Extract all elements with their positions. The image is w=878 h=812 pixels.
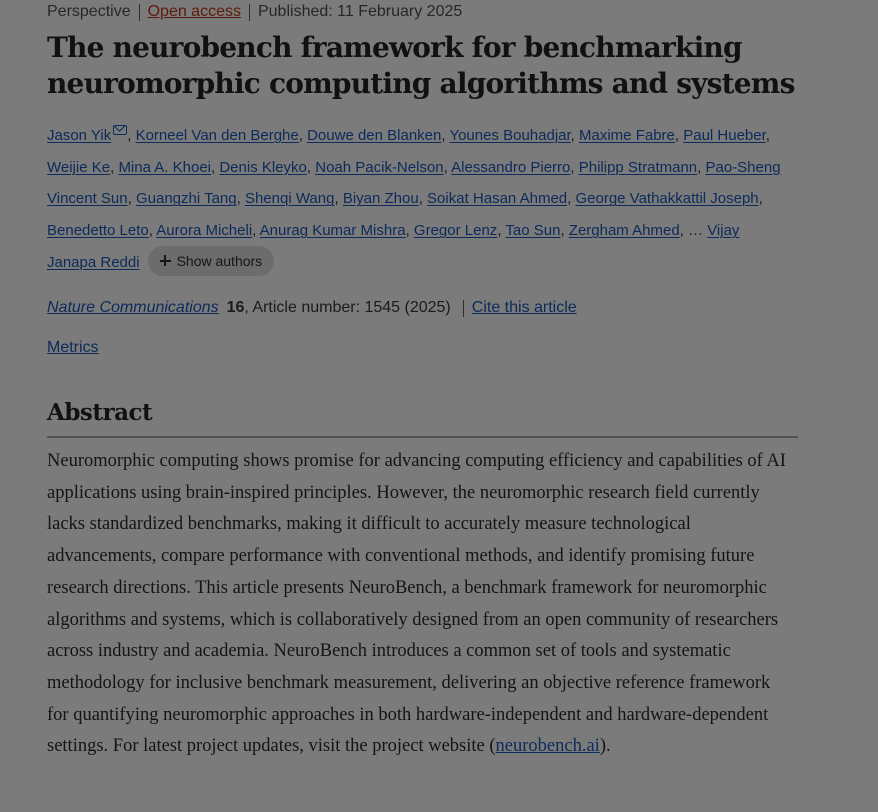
abstract-heading: Abstract (47, 399, 153, 426)
author-separator: , (679, 222, 689, 240)
author-separator: , (127, 190, 136, 208)
author-link[interactable]: Pao-Sheng Vincent Sun (47, 158, 781, 208)
author-separator: , (570, 127, 580, 144)
author-separator: , (570, 158, 579, 176)
author-separator: , (697, 158, 706, 176)
open-access-link[interactable]: Open access (147, 3, 241, 20)
author-link[interactable]: Shenqi Wang (244, 190, 335, 208)
author-separator: , (418, 190, 428, 208)
author-link[interactable]: Tao Sun (505, 222, 561, 240)
author-link[interactable]: Mina A. Khoei (118, 158, 211, 176)
author-link[interactable]: Benedetto Leto (47, 222, 149, 240)
author-separator: , (148, 222, 157, 240)
author-separator: , (441, 127, 450, 144)
author-link[interactable]: Guangzhi Tang (135, 190, 237, 208)
author-separator: , (674, 127, 684, 144)
author-link[interactable]: Weijie Ke (47, 158, 111, 176)
citation-separator (463, 300, 464, 317)
author-separator: , (306, 158, 316, 176)
show-authors-label: Show authors (176, 252, 263, 269)
author-separator: , (758, 190, 763, 208)
author-separator: , (211, 158, 220, 176)
author-link[interactable]: Noah Pacik-Nelson (315, 158, 444, 176)
author-separator: , (110, 158, 119, 176)
author-link[interactable]: Zergham Ahmed (568, 222, 680, 240)
author-link[interactable]: Gregor Lenz (413, 222, 498, 240)
author-link[interactable]: Philipp Stratmann (578, 158, 698, 176)
article-type: Perspective (47, 3, 131, 20)
meta-separator (139, 4, 140, 21)
cite-this-article-link[interactable]: Cite this article (471, 299, 577, 316)
author-link[interactable]: Korneel Van den Berghe (135, 127, 299, 144)
metrics-link[interactable]: Metrics (47, 339, 99, 356)
citation-line (47, 298, 577, 318)
article-number: , Article number: 1545 (2025) (244, 299, 451, 316)
author-link[interactable]: Vijay Janapa Reddi (47, 222, 740, 271)
author-link[interactable]: Douwe den Blanken (307, 127, 442, 144)
article-title: The neurobench framework for benchmarking neuromorphic computing algorithms and systems (47, 31, 795, 100)
author-link[interactable]: Alessandro Pierro (451, 158, 571, 176)
author-link[interactable]: Jason Yik (47, 127, 112, 144)
author-link[interactable]: Younes Bouhadjar (449, 127, 571, 144)
author-separator: , (443, 158, 452, 176)
author-link[interactable]: Soikat Hasan Ahmed (427, 190, 568, 208)
author-separator: , (298, 127, 308, 144)
volume-number: 16 (226, 299, 245, 316)
author-separator: , (765, 127, 770, 144)
author-ellipsis: … (688, 222, 704, 240)
show-authors-button[interactable] (148, 246, 275, 276)
author-separator: , (236, 190, 245, 208)
author-separator: , (497, 222, 506, 240)
author-list (47, 120, 792, 279)
author-link[interactable]: Anurag Kumar Mishra (259, 222, 406, 240)
author-separator: , (127, 127, 136, 144)
published-date: Published: 11 February 2025 (257, 3, 463, 20)
author-link[interactable]: George Vathakkattil Joseph (575, 190, 759, 208)
author-separator: , (567, 190, 576, 208)
author-separator: , (405, 222, 414, 240)
plus-icon (160, 255, 171, 266)
journal-link[interactable]: Nature Communications (47, 299, 219, 316)
author-separator: , (334, 190, 343, 208)
meta-separator (249, 4, 250, 21)
abstract-body: Neuromorphic computing shows promise for advancing computing efficiency and capabilities of AI applications using brain-inspired principles. However, the neuromorphic research field currently lacks standardized benchmarks, making it difficult to accurately measure technological advancements, compare performance with conventional methods, and identify promising future research directions. This article presents NeuroBench, a benchmark framework for neuromorphic algorithms and systems, which is collaboratively designed from an open community of researchers across industry and academia. NeuroBench introduces a common set of tools and systematic methodology for inclusive benchmark measurement, delivering an objective reference framework for quantifying neuromorphic approaches in both hardware-independent and hardware-dependent settings. For latest project updates, visit the project website ( (47, 451, 786, 757)
author-link[interactable]: Biyan Zhou (342, 190, 419, 208)
author-link[interactable]: Aurora Micheli (156, 222, 253, 240)
author-separator: , (252, 222, 260, 240)
abstract-tail: ). (599, 736, 611, 757)
project-website-link[interactable]: neurobench.ai (495, 736, 600, 757)
author-link[interactable]: Denis Kleyko (219, 158, 307, 176)
author-link[interactable]: Maxime Fabre (579, 127, 675, 144)
abstract-divider (47, 436, 798, 438)
author-separator: , (560, 222, 569, 240)
author-link[interactable]: Paul Hueber (683, 127, 766, 144)
email-icon[interactable] (113, 125, 127, 135)
article-meta (47, 3, 462, 21)
abstract-text (47, 446, 787, 763)
